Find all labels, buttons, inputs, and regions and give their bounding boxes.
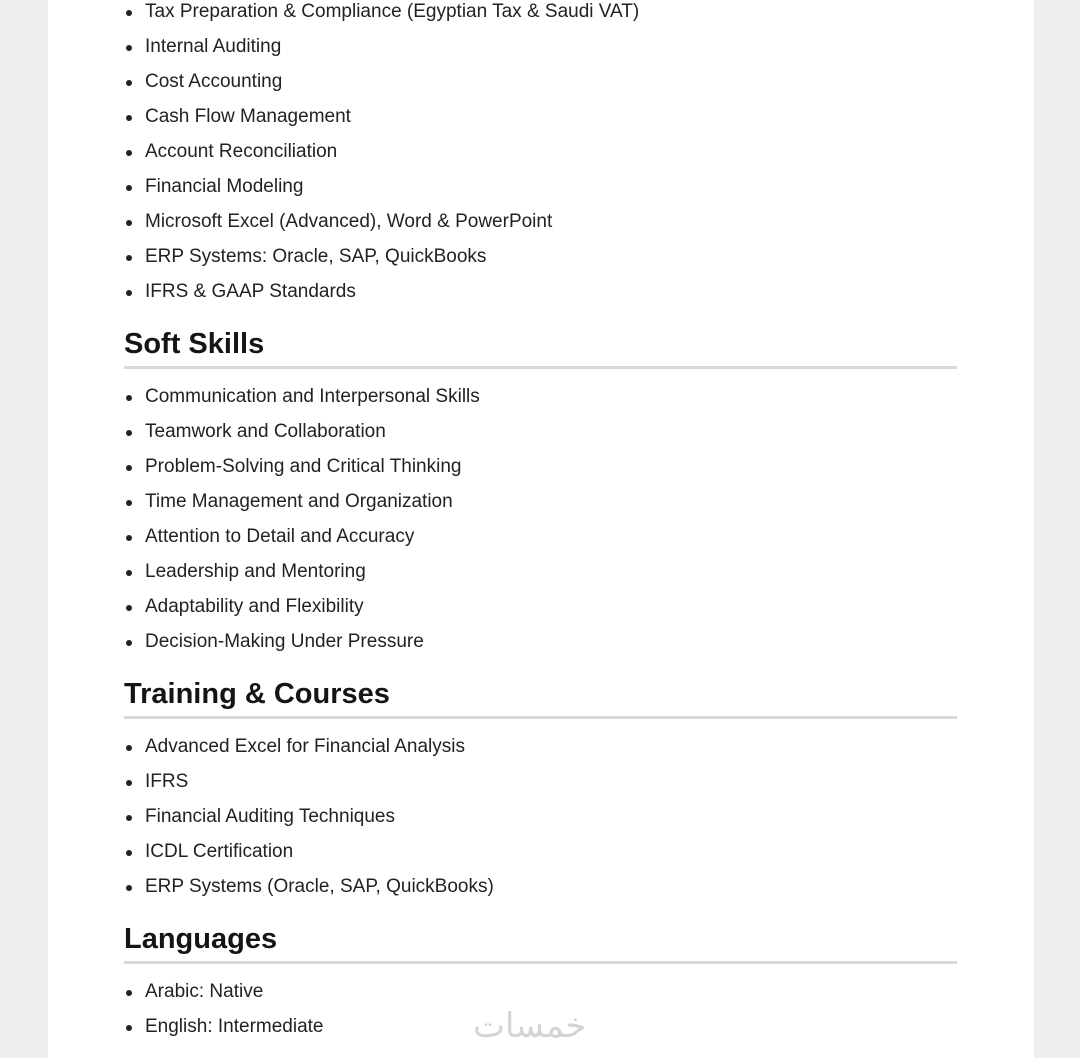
list-item: Arabic: Native bbox=[124, 974, 957, 1009]
list-item: Internal Auditing bbox=[124, 29, 957, 64]
list-item: ERP Systems (Oracle, SAP, QuickBooks) bbox=[124, 869, 957, 904]
list-item: Communication and Interpersonal Skills bbox=[124, 379, 957, 414]
training-list bbox=[124, 729, 957, 904]
list-item: Teamwork and Collaboration bbox=[124, 414, 957, 449]
list-item: IFRS & GAAP Standards bbox=[124, 274, 957, 309]
list-item: IFRS bbox=[124, 764, 957, 799]
list-item: Adaptability and Flexibility bbox=[124, 589, 957, 624]
technical-skills-list bbox=[124, 0, 957, 309]
watermark: خمسات bbox=[473, 1006, 587, 1046]
training-section bbox=[124, 672, 957, 904]
section-heading: Soft Skills bbox=[124, 322, 957, 369]
list-item: English: Intermediate bbox=[124, 1009, 957, 1044]
list-item: Attention to Detail and Accuracy bbox=[124, 519, 957, 554]
list-item: Tax Preparation & Compliance (Egyptian Tax & Saudi VAT) bbox=[124, 0, 957, 29]
list-item: Time Management and Organization bbox=[124, 484, 957, 519]
list-item: Cash Flow Management bbox=[124, 99, 957, 134]
list-item: ICDL Certification bbox=[124, 834, 957, 869]
list-item: Leadership and Mentoring bbox=[124, 554, 957, 589]
document-page bbox=[48, 0, 1034, 1058]
soft-skills-section bbox=[124, 322, 957, 659]
soft-skills-list bbox=[124, 379, 957, 659]
section-heading: Training & Courses bbox=[124, 672, 957, 719]
list-item: Advanced Excel for Financial Analysis bbox=[124, 729, 957, 764]
list-item: Account Reconciliation bbox=[124, 134, 957, 169]
list-item: Financial Modeling bbox=[124, 169, 957, 204]
list-item: Problem-Solving and Critical Thinking bbox=[124, 449, 957, 484]
list-item: ERP Systems: Oracle, SAP, QuickBooks bbox=[124, 239, 957, 274]
list-item: Microsoft Excel (Advanced), Word & PowerPoint bbox=[124, 204, 957, 239]
list-item: Cost Accounting bbox=[124, 64, 957, 99]
document-content bbox=[124, 0, 957, 1044]
list-item: Decision-Making Under Pressure bbox=[124, 624, 957, 659]
section-heading: Languages bbox=[124, 917, 957, 964]
list-item: Financial Auditing Techniques bbox=[124, 799, 957, 834]
